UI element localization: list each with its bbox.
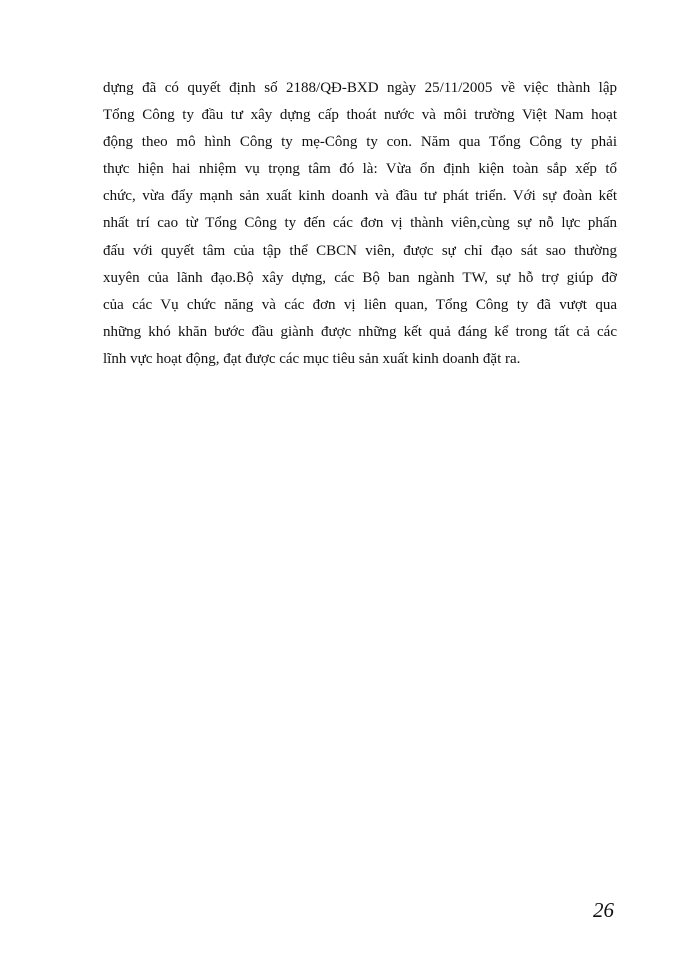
paragraph-line: xuyên của lãnh đạo.Bộ xây dựng, các Bộ ban ngành TW, sự hỗ trợ giúp đỡ (103, 269, 617, 286)
paragraph-line: lĩnh vực hoạt động, đạt được các mục tiêu sản xuất kinh doanh đặt ra. (103, 350, 521, 367)
paragraph-line: của các Vụ chức năng và các đơn vị liên quan, Tổng Công ty đã vượt qua (103, 296, 617, 313)
paragraph-line: Tổng Công ty đầu tư xây dựng cấp thoát nước và môi trường Việt Nam hoạt (103, 107, 617, 124)
paragraph-line: động theo mô hình Công ty mẹ-Công ty con. Năm qua Tổng Công ty phải (103, 134, 617, 151)
paragraph-line: những khó khăn bước đầu giành được những kết quả đáng kể trong tất cả các (103, 323, 617, 340)
paragraph-line: dựng đã có quyết định số 2188/QĐ-BXD ngày 25/11/2005 về việc thành lập (103, 80, 617, 96)
paragraph-line: chức, vừa đẩy mạnh sản xuất kinh doanh và đầu tư phát triển. Với sự đoàn kết (103, 188, 617, 205)
paragraph-line: nhất trí cao từ Tổng Công ty đến các đơn vị thành viên,cùng sự nỗ lực phấn (103, 215, 617, 232)
body-paragraph (103, 75, 617, 373)
page-number: 26 (593, 898, 614, 922)
paragraph-line: đấu với quyết tâm của tập thể CBCN viên, được sự chỉ đạo sát sao thường (103, 242, 617, 259)
paragraph-line: thực hiện hai nhiệm vụ trọng tâm đó là: Vừa ổn định kiện toàn sắp xếp tổ (103, 161, 617, 178)
